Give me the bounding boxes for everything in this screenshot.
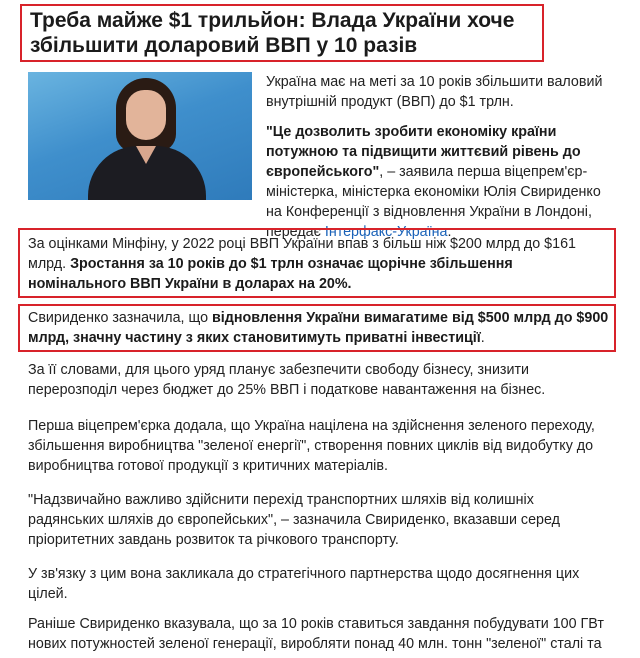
quote-end: . xyxy=(447,224,452,240)
minfin-plain: За оцінками Мінфіну, у 2022 році ВВП України впав з більш ніж $200 млрд до $161 млрд. xyxy=(28,236,576,272)
recovery-end: . xyxy=(480,330,485,346)
paragraph-intro: Україна має на меті за 10 років збільшити валовий внутрішній продукт (ВВП) до $1 трлн. xyxy=(266,74,603,110)
article-photo xyxy=(28,72,252,200)
recovery-plain: Свириденко зазначила, що xyxy=(28,310,213,326)
paragraph-quote xyxy=(266,122,606,242)
source-link[interactable]: Інтерфакс-Україна xyxy=(324,224,448,240)
minfin-bold: Зростання за 10 років до $1 трлн означає щорічне збільшення номінального ВВП України в доларах на 20%. xyxy=(28,256,513,292)
paragraph-minfin xyxy=(28,234,612,294)
article-title: Треба майже $1 трильйон: Влада України хоче збільшити доларовий ВВП у 10 разів xyxy=(30,9,515,57)
paragraph-recovery xyxy=(28,308,612,348)
paragraph-business: За її словами, для цього уряд планує забезпечити свободу бізнесу, знизити перерозподіл через бюджет до 25% ВВП і податкове навантаження на бізнес. xyxy=(28,362,546,398)
recovery-bold: відновлення України вимагатиме від $500 млрд до $900 млрд, значну частину з яких становитимуть приватні інвестиції xyxy=(28,310,609,346)
photo-face-shape xyxy=(126,90,166,140)
quote-attribution: , – заявила перша віцепрем'єр-міністерка, міністерка економіки Юлія Свириденко на Конференції з відновлення України в Лондоні, передає xyxy=(266,164,601,240)
paragraph-partnership: У зв'язку з цим вона закликала до стратегічного партнерства щодо досягнення цих цілей. xyxy=(28,566,580,602)
paragraph-generation: Раніше Свириденко вказувала, що за 10 років ставиться завдання побудувати 100 ГВт нових потужностей зеленої генерації, виробляти понад 40 млн. тонн "зеленої" сталі та xyxy=(28,616,604,652)
paragraph-transport: "Надзвичайно важливо здійснити перехід транспортних шляхів від колишніх радянських шляхів до європейських", – зазначила Свириденко, вказавши серед пріоритетних завдань розвиток та річкового транспорту. xyxy=(28,492,560,548)
quote-bold: "Це дозволить зробити економіку країни потужною та підвищити життєвий рівень до європейського" xyxy=(266,124,581,180)
paragraph-green-transition: Перша віцепрем'єрка додала, що Україна націлена на здійснення зеленого переходу, збільшення виробництва "зеленої енергії", створення повних циклів від видобутку до виробництва готової продукції з критичних матеріалів. xyxy=(28,418,595,474)
